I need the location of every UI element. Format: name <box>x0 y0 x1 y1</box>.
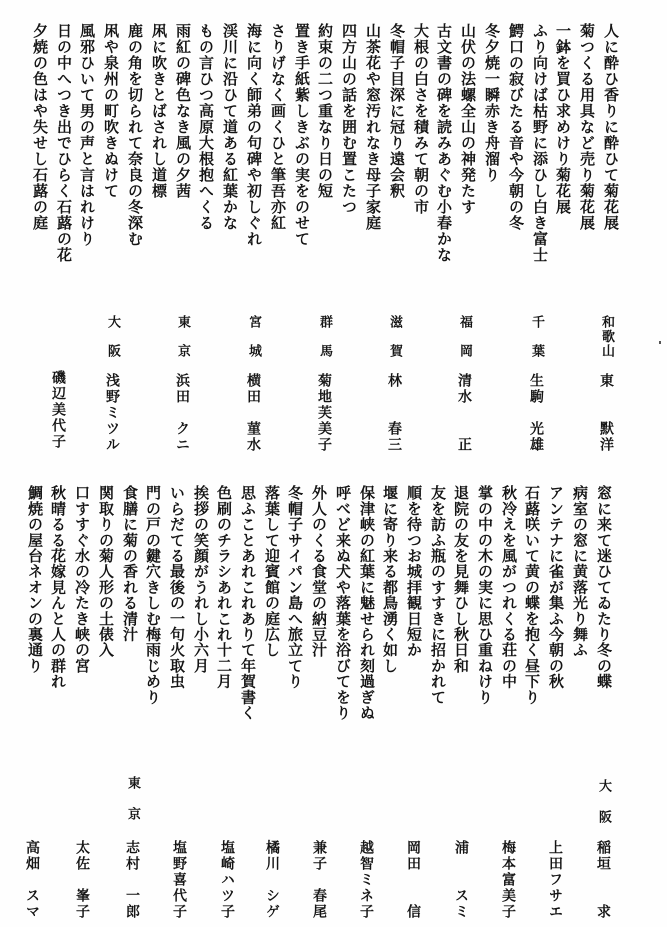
haiku-column: 順を待つお城拝観日短か <box>405 485 423 658</box>
haiku-column: 冬夕焼一瞬赤き舟溜り <box>483 23 501 183</box>
author-given-name: ミツル <box>104 405 120 453</box>
author-name <box>264 840 280 920</box>
haiku-column: 古文書の碑を読みあぐむ小春かな <box>435 23 453 263</box>
author-given-name: 春尾 <box>311 888 327 920</box>
author-family-name: 菊地 <box>316 373 332 405</box>
author-name <box>311 840 327 920</box>
haiku-column: 鰐口の寂びたる音や今朝の冬 <box>507 23 525 231</box>
haiku-column: 雨紅の碑色なき風の夕茜 <box>174 23 192 199</box>
author-given-name: シゲ <box>264 888 280 920</box>
author-family-name: 高畑 <box>24 840 40 872</box>
author-given-name: ミネ子 <box>358 872 374 920</box>
author-name <box>405 840 421 920</box>
haiku-column: 友を訪ふ瓶のすすきに招かれて <box>429 485 447 705</box>
haiku-column: 挨拶の笑顔がうれし小六月 <box>192 485 210 674</box>
haiku-column: 夕焼の色はや失せし石蕗の庭 <box>31 23 49 231</box>
author-given-name: ハツ子 <box>219 872 235 920</box>
haiku-column: いらだてる最後の一句火取虫 <box>168 485 186 690</box>
author-name <box>456 373 472 453</box>
haiku-column: ふり向けば枯野に添ひし白き富士 <box>531 23 549 263</box>
author-name <box>528 373 544 453</box>
author-family-name: 稲垣 <box>595 840 611 872</box>
haiku-column: 門の戸の鍵穴きしむ梅雨じめり <box>144 485 162 705</box>
haiku-column: 冬帽子目深に冠り遠会釈 <box>388 23 406 199</box>
author-given-name: 菫水 <box>245 421 261 453</box>
author-family-name: 林 <box>386 373 402 389</box>
author-given-name: 求 <box>595 904 611 920</box>
author-name <box>124 840 140 920</box>
author-prefecture: 滋賀 <box>387 315 402 357</box>
haiku-column: 人に酔ひ香りに酔ひて菊花展 <box>602 23 620 231</box>
author-given-name: 春三 <box>386 421 402 453</box>
author-name <box>171 840 187 920</box>
author-given-name: 默洋 <box>598 421 614 453</box>
haiku-column: 保津峡の紅葉に魅せられ刻過ぎぬ <box>358 485 376 721</box>
haiku-column: 食膳に菊の香れる清汁 <box>121 485 139 642</box>
haiku-column: 約束の二つ重なり日の短 <box>316 23 334 199</box>
haiku-column: 落葉して迎賓館の庭広し <box>263 485 281 658</box>
author-given-name: 信 <box>405 904 421 920</box>
author-family-name: 岡田 <box>405 840 421 872</box>
author-given-name: 美代子 <box>50 402 66 450</box>
haiku-column: 大根の白さを積みて朝の市 <box>412 23 430 215</box>
author-family-name: 横田 <box>245 373 261 405</box>
author-family-name: 塩野 <box>171 840 187 872</box>
author-family-name: 梅本 <box>500 840 516 872</box>
author-given-name: 正 <box>456 437 472 453</box>
author-prefecture: 福岡 <box>457 315 472 357</box>
author-name <box>104 373 120 453</box>
author-given-name: 喜代子 <box>171 872 187 920</box>
author-family-name: 志村 <box>124 840 140 872</box>
haiku-column: 鹿の角を切られて奈良の冬深む <box>126 23 144 247</box>
haiku-column: 冬帽子サイパン島へ旅立てり <box>286 485 304 690</box>
scan-speck <box>659 341 661 344</box>
haiku-column: 秋晴るる花嫁見んと人の群れ <box>49 485 67 690</box>
author-given-name: 一郎 <box>124 888 140 920</box>
author-family-name: 浜田 <box>174 373 190 405</box>
haiku-column: さりげなく画くひと筆吾亦紅 <box>269 23 287 231</box>
author-family-name: 東 <box>598 373 614 389</box>
haiku-column: 一鉢を買ひ求めけり菊花展 <box>554 23 572 215</box>
haiku-column: 外人のくる食堂の納豆汁 <box>310 485 328 658</box>
haiku-column: 凩に吹きとばされし道標 <box>150 23 168 199</box>
author-given-name: 峯子 <box>74 888 90 920</box>
haiku-column: 関取りの菊人形の土俵入 <box>97 485 115 658</box>
author-name <box>598 373 614 453</box>
author-name <box>500 840 516 920</box>
author-family-name: 生駒 <box>528 373 544 405</box>
author-name <box>386 373 402 453</box>
author-family-name: 太佐 <box>74 840 90 872</box>
author-family-name: 磯辺 <box>50 370 66 402</box>
haiku-column: 日の中へつき出でひらく石蕗の花 <box>55 23 73 263</box>
author-prefecture: 群馬 <box>317 315 332 357</box>
haiku-column: 口すすぐ水の冷たき峡の宮 <box>73 485 91 674</box>
haiku-column: 山伏の法螺全山の神発たす <box>459 23 477 215</box>
author-family-name: 上田 <box>547 840 563 872</box>
author-given-name: フサエ <box>547 872 563 920</box>
author-given-name: 芙美子 <box>316 405 332 453</box>
haiku-column: 退院の友を見舞ひし秋日和 <box>452 485 470 674</box>
haiku-column: 鯛焼の屋台ネオンの裏通り <box>26 485 44 674</box>
author-given-name: 富美子 <box>500 872 516 920</box>
haiku-column: 海に向く師弟の句碑や初しぐれ <box>245 23 263 247</box>
author-name <box>174 373 190 453</box>
haiku-column: 思ふことあれこれありて年賀書く <box>239 485 257 721</box>
haiku-column: 風邪ひいて男の声と言はれけり <box>78 23 96 247</box>
author-name <box>595 840 611 920</box>
author-name <box>74 840 90 920</box>
haiku-column: 堰に寄り来る都鳥湧く如し <box>381 485 399 674</box>
author-family-name: 浅野 <box>104 373 120 405</box>
author-family-name: 清水 <box>456 373 472 405</box>
author-prefecture: 大阪 <box>105 315 120 357</box>
haiku-column: 渓川に沿ひて道ある紅葉かな <box>221 23 239 231</box>
author-family-name: 兼子 <box>311 840 327 872</box>
author-family-name: 塩崎 <box>219 840 235 872</box>
haiku-column: 山茶花や窓汚れなき母子家庭 <box>364 23 382 231</box>
haiku-column: 秋冷えを風がつれくる荘の中 <box>500 485 518 690</box>
author-name <box>245 373 261 453</box>
author-prefecture: 大阪 <box>596 779 611 823</box>
author-given-name: スミ <box>453 888 469 920</box>
author-name <box>358 840 374 920</box>
haiku-column: 菊つくる用具など売り菊花展 <box>578 23 596 231</box>
author-given-name: クニ <box>174 421 190 453</box>
haiku-column: 色刷のチラシあれこれ十二月 <box>215 485 233 690</box>
author-name <box>24 840 40 920</box>
haiku-column: 病室の窓に黄落光り舞ふ <box>571 485 589 658</box>
author-prefecture: 東京 <box>125 776 140 820</box>
author-prefecture: 和歌山 <box>599 315 614 357</box>
author-given-name: 光雄 <box>528 421 544 453</box>
haiku-column: 呼べど来ぬ犬や落葉を浴びてをり <box>334 485 352 721</box>
author-name <box>50 370 66 450</box>
haiku-column: アンテナに雀が集ふ今朝の秋 <box>547 485 565 690</box>
haiku-column: 石蕗咲いて黄の蝶を抱く昼下り <box>523 485 541 705</box>
author-prefecture: 千葉 <box>529 315 544 357</box>
haiku-column: 置き手紙紫しきぶの実をのせて <box>293 23 311 247</box>
author-name <box>453 840 469 920</box>
author-prefecture: 東京 <box>175 315 190 357</box>
author-family-name: 橘川 <box>264 840 280 872</box>
author-name <box>547 840 563 920</box>
author-prefecture: 宮城 <box>246 315 261 357</box>
haiku-column: 凩や泉州の町吹きぬけて <box>102 23 120 199</box>
author-given-name: スマ <box>24 888 40 920</box>
haiku-column: 掌の中の木の実に思ひ重ねけり <box>476 485 494 705</box>
haiku-column: 四方山の話を囲む置こたつ <box>340 23 358 215</box>
haiku-column: もの言ひつ高原大根抱へくる <box>197 23 215 231</box>
author-family-name: 越智 <box>358 840 374 872</box>
author-name <box>316 373 332 453</box>
author-name <box>219 840 235 920</box>
haiku-column: 窓に来て迷ひてゐたり冬の蝶 <box>595 485 613 690</box>
author-family-name: 浦 <box>453 840 469 856</box>
